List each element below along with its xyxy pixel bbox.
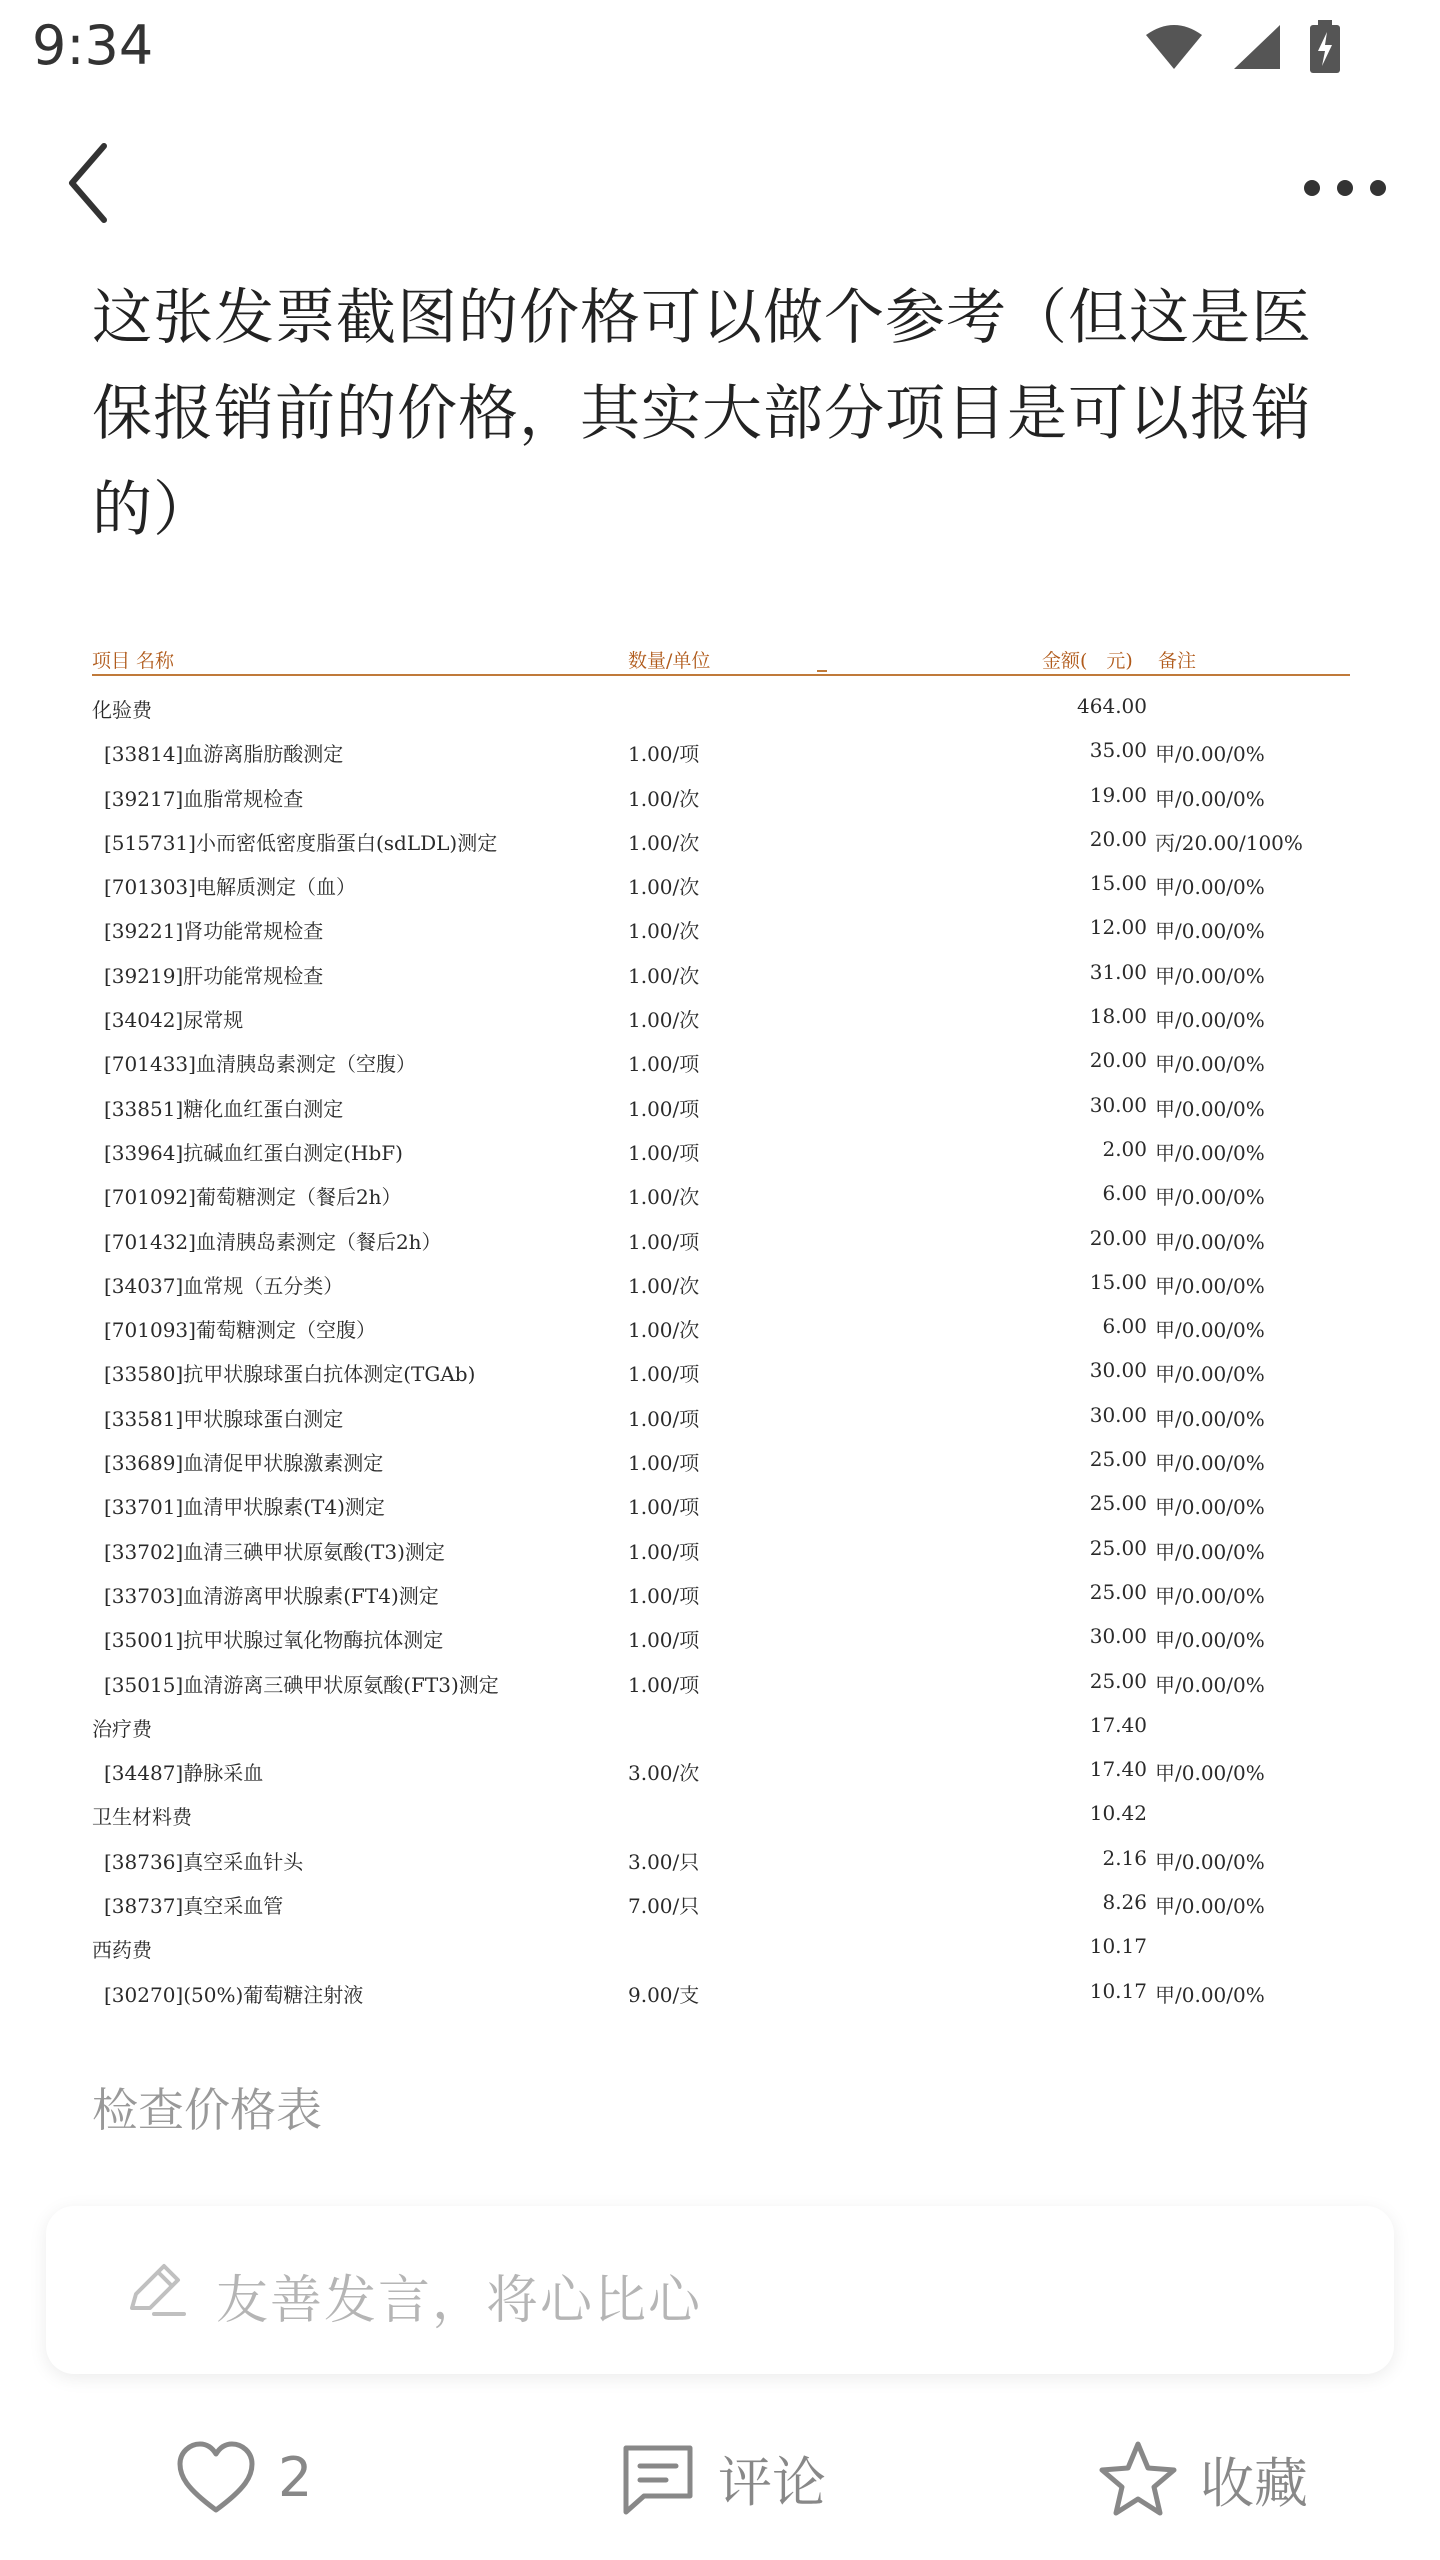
invoice-qty: 1.00/次 — [628, 1273, 700, 1298]
invoice-qty: 1.00/次 — [628, 1318, 700, 1343]
invoice-item-row — [92, 1969, 1350, 2013]
invoice-item-row — [92, 1526, 1350, 1570]
heart-icon — [176, 2440, 256, 2514]
invoice-name: [38737]真空采血管 — [104, 1894, 284, 1919]
invoice-amount: 464.00 — [1077, 694, 1147, 718]
invoice-name: [33814]血游离脂肪酸测定 — [104, 742, 344, 767]
invoice-amount: 15.00 — [1089, 1269, 1147, 1294]
invoice-name: 治疗费 — [92, 1716, 152, 1741]
invoice-qty: 1.00/次 — [628, 963, 700, 988]
invoice-note: 甲/0.00/0% — [1155, 1318, 1265, 1343]
favorite-button[interactable] — [1098, 2440, 1308, 2518]
header-divider — [92, 674, 1350, 676]
pen-icon — [124, 2256, 188, 2320]
invoice-item-row — [92, 1836, 1350, 1880]
invoice-item-row — [92, 1216, 1350, 1260]
invoice-qty: 1.00/项 — [628, 1406, 700, 1431]
invoice-qty: 1.00/次 — [628, 830, 700, 855]
invoice-name: [33581]甲状腺球蛋白测定 — [104, 1406, 344, 1431]
invoice-qty: 1.00/次 — [628, 875, 700, 900]
invoice-amount: 31.00 — [1089, 959, 1147, 984]
invoice-amount: 30.00 — [1089, 1358, 1147, 1383]
invoice-note: 甲/0.00/0% — [1155, 1982, 1265, 2007]
invoice-name: [33689]血清促甲状腺激素测定 — [104, 1451, 384, 1476]
invoice-name: [701433]血清胰岛素测定（空腹） — [104, 1052, 416, 1077]
invoice-amount: 20.00 — [1089, 1225, 1147, 1250]
invoice-item-row — [92, 905, 1350, 949]
invoice-amount: 17.40 — [1089, 1757, 1147, 1782]
invoice-name: [33851]糖化血红蛋白测定 — [104, 1096, 344, 1121]
invoice-qty: 1.00/项 — [628, 1628, 700, 1653]
invoice-category-row — [92, 684, 1350, 728]
invoice-name: [38736]真空采血针头 — [104, 1849, 304, 1874]
invoice-note: 甲/0.00/0% — [1155, 786, 1265, 811]
top-toolbar — [0, 120, 1440, 250]
comment-input[interactable] — [46, 2206, 1394, 2374]
status-time: 9:34 — [32, 14, 154, 77]
invoice-note: 甲/0.00/0% — [1155, 1761, 1265, 1786]
invoice-amount: 30.00 — [1089, 1092, 1147, 1117]
invoice-name: [33703]血清游离甲状腺素(FT4)测定 — [104, 1583, 439, 1608]
invoice-amount: 20.00 — [1089, 1048, 1147, 1073]
invoice-note: 甲/0.00/0% — [1155, 1849, 1265, 1874]
back-arrow-icon — [60, 138, 120, 228]
invoice-amount: 2.00 — [1102, 1136, 1147, 1161]
invoice-item-row — [92, 1348, 1350, 1392]
invoice-name: [34037]血常规（五分类） — [104, 1273, 344, 1298]
invoice-amount: 10.42 — [1089, 1801, 1147, 1826]
invoice-item-row — [92, 1880, 1350, 1924]
like-button[interactable] — [176, 2440, 312, 2514]
image-caption: 检查价格表 — [92, 2083, 322, 2137]
invoice-header — [92, 640, 1350, 674]
invoice-note: 甲/0.00/0% — [1155, 1495, 1265, 1520]
invoice-image[interactable] — [92, 640, 1350, 2010]
header-amount: 金额( 元) — [1042, 650, 1133, 672]
status-icons — [1144, 20, 1342, 74]
invoice-item-row — [92, 950, 1350, 994]
invoice-qty: 1.00/次 — [628, 1185, 700, 1210]
favorite-label: 收藏 — [1200, 2451, 1308, 2515]
invoice-qty: 1.00/项 — [628, 1451, 700, 1476]
invoice-amount: 25.00 — [1089, 1447, 1147, 1472]
more-options-button[interactable] — [1290, 148, 1400, 228]
invoice-qty: 1.00/项 — [628, 1583, 700, 1608]
invoice-name: [701093]葡萄糖测定（空腹） — [104, 1318, 376, 1343]
invoice-item-row — [92, 1260, 1350, 1304]
invoice-qty: 1.00/次 — [628, 1008, 700, 1033]
header-name: 项目 名称 — [92, 650, 175, 672]
comment-placeholder: 友善发言，将心比心 — [216, 2271, 703, 2331]
invoice-qty: 1.00/项 — [628, 742, 700, 767]
invoice-item-row — [92, 1481, 1350, 1525]
invoice-name: 卫生材料费 — [92, 1805, 192, 1830]
invoice-amount: 8.26 — [1102, 1890, 1147, 1915]
invoice-amount: 30.00 — [1089, 1402, 1147, 1427]
invoice-item-row — [92, 817, 1350, 861]
invoice-item-row — [92, 1127, 1350, 1171]
invoice-qty: 1.00/项 — [628, 1096, 700, 1121]
invoice-name: [701303]电解质测定（血） — [104, 875, 356, 900]
invoice-qty: 9.00/支 — [628, 1982, 700, 2007]
invoice-name: [515731]小而密低密度脂蛋白(sdLDL)测定 — [104, 830, 498, 855]
invoice-name: [34487]静脉采血 — [104, 1761, 264, 1786]
invoice-item-row — [92, 861, 1350, 905]
comment-label: 评论 — [718, 2451, 826, 2514]
more-dots-icon — [1290, 148, 1400, 228]
invoice-amount: 30.00 — [1089, 1624, 1147, 1649]
invoice-note: 甲/0.00/0% — [1155, 1229, 1265, 1254]
invoice-note: 丙/20.00/100% — [1155, 830, 1303, 855]
invoice-item-row — [92, 994, 1350, 1038]
invoice-qty: 1.00/次 — [628, 786, 700, 811]
header-qty: 数量/单位 — [628, 650, 711, 672]
invoice-amount: 15.00 — [1089, 871, 1147, 896]
invoice-note: 甲/0.00/0% — [1155, 1451, 1265, 1476]
invoice-amount: 10.17 — [1089, 1934, 1147, 1959]
invoice-qty: 1.00/项 — [628, 1539, 700, 1564]
invoice-qty: 3.00/次 — [628, 1761, 700, 1786]
invoice-note: 甲/0.00/0% — [1155, 1406, 1265, 1431]
invoice-note: 甲/0.00/0% — [1155, 742, 1265, 767]
invoice-note: 甲/0.00/0% — [1155, 1362, 1265, 1387]
battery-charging-icon — [1308, 20, 1342, 74]
invoice-note: 甲/0.00/0% — [1155, 963, 1265, 988]
invoice-name: [35015]血清游离三碘甲状原氨酸(FT3)测定 — [104, 1672, 499, 1697]
invoice-category-row — [92, 1791, 1350, 1835]
invoice-note: 甲/0.00/0% — [1155, 1140, 1265, 1165]
invoice-name: [34042]尿常规 — [104, 1008, 244, 1033]
invoice-item-row — [92, 1304, 1350, 1348]
invoice-amount: 25.00 — [1089, 1491, 1147, 1516]
invoice-note: 甲/0.00/0% — [1155, 1894, 1265, 1919]
comment-icon — [620, 2442, 696, 2516]
invoice-category-row — [92, 1703, 1350, 1747]
invoice-note: 甲/0.00/0% — [1155, 1583, 1265, 1608]
invoice-amount: 12.00 — [1089, 915, 1147, 940]
invoice-amount: 25.00 — [1089, 1535, 1147, 1560]
comment-button[interactable] — [620, 2440, 826, 2517]
invoice-note: 甲/0.00/0% — [1155, 1052, 1265, 1077]
invoice-note: 甲/0.00/0% — [1155, 1185, 1265, 1210]
wifi-icon — [1144, 23, 1204, 71]
invoice-qty: 3.00/只 — [628, 1849, 700, 1874]
invoice-amount: 25.00 — [1089, 1668, 1147, 1693]
header-mark — [817, 670, 827, 672]
invoice-name: [33964]抗碱血红蛋白测定(HbF) — [104, 1140, 403, 1165]
invoice-name: [39219]肝功能常规检查 — [104, 963, 324, 988]
invoice-item-row — [92, 773, 1350, 817]
back-button[interactable] — [60, 138, 150, 238]
like-count: 2 — [278, 2445, 313, 2509]
invoice-qty: 1.00/项 — [628, 1229, 700, 1254]
invoice-item-row — [92, 1570, 1350, 1614]
invoice-item-row — [92, 1747, 1350, 1791]
invoice-item-row — [92, 1038, 1350, 1082]
invoice-item-row — [92, 1659, 1350, 1703]
invoice-note: 甲/0.00/0% — [1155, 1539, 1265, 1564]
invoice-qty: 1.00/项 — [628, 1140, 700, 1165]
invoice-item-row — [92, 728, 1350, 772]
invoice-name: [701092]葡萄糖测定（餐后2h） — [104, 1185, 402, 1210]
invoice-rows — [92, 684, 1350, 2013]
invoice-note: 甲/0.00/0% — [1155, 919, 1265, 944]
invoice-item-row — [92, 1393, 1350, 1437]
invoice-amount: 19.00 — [1089, 782, 1147, 807]
invoice-amount: 20.00 — [1089, 826, 1147, 851]
invoice-name: [39217]血脂常规检查 — [104, 786, 304, 811]
invoice-amount: 25.00 — [1089, 1579, 1147, 1604]
invoice-item-row — [92, 1437, 1350, 1481]
invoice-amount: 2.16 — [1102, 1845, 1147, 1870]
invoice-note: 甲/0.00/0% — [1155, 875, 1265, 900]
header-note: 备注 — [1158, 650, 1197, 672]
invoice-category-row — [92, 1924, 1350, 1968]
invoice-name: [35001]抗甲状腺过氧化物酶抗体测定 — [104, 1628, 444, 1653]
invoice-name: [701432]血清胰岛素测定（餐后2h） — [104, 1229, 442, 1254]
invoice-note: 甲/0.00/0% — [1155, 1096, 1265, 1121]
invoice-name: [39221]肾功能常规检查 — [104, 919, 324, 944]
invoice-item-row — [92, 1083, 1350, 1127]
invoice-amount: 10.17 — [1089, 1978, 1147, 2003]
invoice-note: 甲/0.00/0% — [1155, 1628, 1265, 1653]
star-icon — [1098, 2440, 1178, 2518]
invoice-name: [33702]血清三碘甲状原氨酸(T3)测定 — [104, 1539, 445, 1564]
bottom-action-bar — [0, 2420, 1440, 2540]
invoice-amount: 35.00 — [1089, 738, 1147, 763]
invoice-name: 西药费 — [92, 1938, 152, 1963]
invoice-qty: 1.00/项 — [628, 1052, 700, 1077]
invoice-qty: 1.00/项 — [628, 1672, 700, 1697]
invoice-qty: 1.00/项 — [628, 1495, 700, 1520]
invoice-qty: 1.00/项 — [628, 1362, 700, 1387]
invoice-name: [33580]抗甲状腺球蛋白抗体测定(TGAb) — [104, 1362, 476, 1387]
invoice-qty: 1.00/次 — [628, 919, 700, 944]
invoice-name: [33701]血清甲状腺素(T4)测定 — [104, 1495, 385, 1520]
invoice-name: [30270](50%)葡萄糖注射液 — [104, 1982, 364, 2007]
invoice-qty: 7.00/只 — [628, 1894, 700, 1919]
invoice-note: 甲/0.00/0% — [1155, 1273, 1265, 1298]
invoice-note: 甲/0.00/0% — [1155, 1008, 1265, 1033]
status-bar — [0, 0, 1440, 100]
invoice-item-row — [92, 1171, 1350, 1215]
post-title: 这张发票截图的价格可以做个参考（但这是医保报销前的价格，其实大部分项目是可以报销的） — [92, 283, 1312, 545]
invoice-note: 甲/0.00/0% — [1155, 1672, 1265, 1697]
invoice-amount: 18.00 — [1089, 1004, 1147, 1029]
invoice-name: 化验费 — [92, 698, 152, 722]
invoice-amount: 6.00 — [1102, 1181, 1147, 1206]
signal-icon — [1230, 23, 1282, 71]
invoice-amount: 17.40 — [1089, 1712, 1147, 1737]
invoice-item-row — [92, 1614, 1350, 1658]
invoice-amount: 6.00 — [1102, 1314, 1147, 1339]
